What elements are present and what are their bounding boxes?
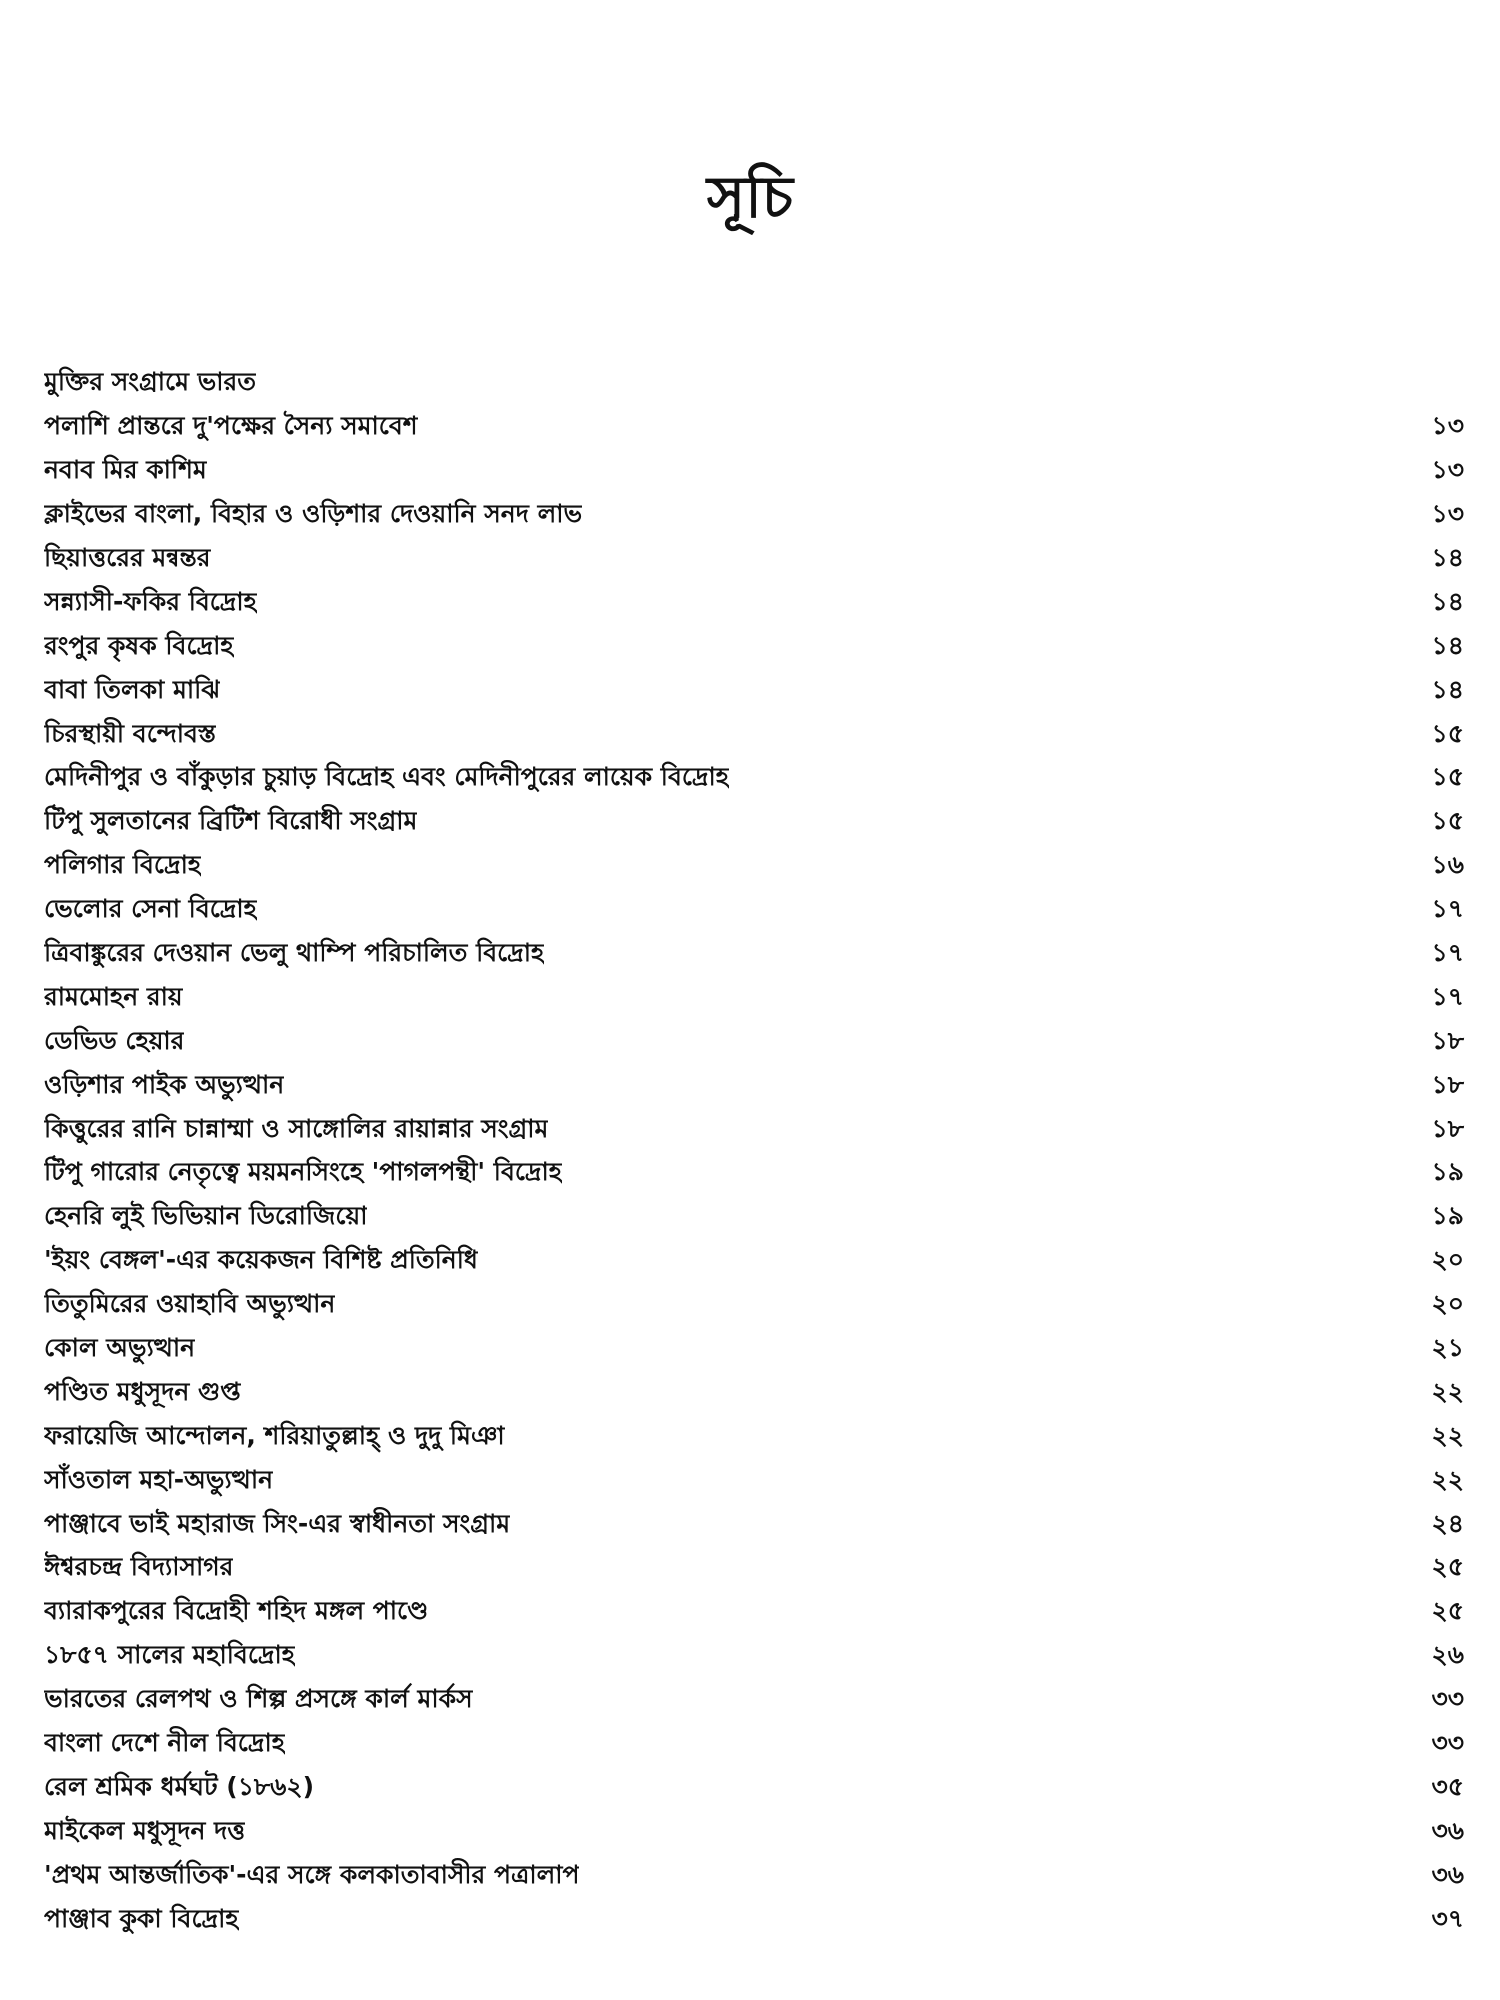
toc-entry-page-number: ১৮ bbox=[1431, 1113, 1464, 1143]
toc-entry bbox=[44, 538, 1464, 582]
toc-entry-title: ছিয়াত্তরের মন্বন্তর bbox=[44, 543, 211, 572]
toc-entry-title: কিত্তুরের রানি চান্নাম্মা ও সাঙ্গোলির রায়ান্নার সংগ্রাম bbox=[44, 1113, 549, 1143]
toc-entry-page-number: ২৪ bbox=[1431, 1508, 1464, 1538]
toc-entry-page-number: ১৫ bbox=[1431, 762, 1464, 792]
toc-entry-page-number: ১৭ bbox=[1431, 894, 1464, 924]
toc-entry-page-number: ২০ bbox=[1431, 1289, 1464, 1319]
toc-entry-title: মুক্তির সংগ্রামে ভারত bbox=[44, 367, 257, 397]
toc-entry-title: ১৮৫৭ সালের মহাবিদ্রোহ bbox=[44, 1640, 295, 1670]
toc-entry-page-number: ১৩ bbox=[1431, 455, 1464, 485]
toc-entry-title: ত্রিবাঙ্কুরের দেওয়ান ভেলু থাম্পি পরিচালিত বিদ্রোহ bbox=[44, 938, 545, 968]
toc-entry-page-number: ১৪ bbox=[1431, 674, 1464, 704]
toc-entry bbox=[44, 1240, 1464, 1284]
toc-entry-title: ক্লাইভের বাংলা, বিহার ও ওড়িশার দেওয়ানি সনদ লাভ bbox=[44, 499, 583, 529]
toc-entry-page-number: ১৮ bbox=[1431, 1025, 1464, 1055]
toc-entry-page-number: ৩৫ bbox=[1431, 1771, 1464, 1801]
table-of-contents bbox=[44, 362, 1464, 1942]
toc-entry-title: সন্ন্যাসী-ফকির বিদ্রোহ bbox=[44, 586, 257, 616]
toc-entry-title: পাঞ্জাবে ভাই মহারাজ সিং-এর স্বাধীনতা সংগ্রাম bbox=[44, 1508, 511, 1538]
toc-entry-title: ভারতের রেলপথ ও শিল্প প্রসঙ্গে কার্ল মার্কস bbox=[44, 1684, 473, 1714]
toc-entry-title: 'প্রথম আন্তর্জাতিক'-এর সঙ্গে কলকাতাবাসীর পত্রালাপ bbox=[44, 1859, 580, 1889]
toc-entry-title: রংপুর কৃষক বিদ্রোহ bbox=[44, 630, 234, 660]
toc-entry-page-number: ৩৩ bbox=[1431, 1728, 1464, 1758]
toc-entry-title: ডেভিড হেয়ার bbox=[44, 1025, 185, 1055]
toc-entry bbox=[44, 933, 1464, 977]
toc-entry bbox=[44, 757, 1464, 801]
toc-entry-title: তিতুমিরের ওয়াহাবি অভ্যুত্থান bbox=[44, 1289, 336, 1319]
toc-entry-title: বাংলা দেশে নীল বিদ্রোহ bbox=[44, 1728, 285, 1758]
toc-entry bbox=[44, 1635, 1464, 1679]
toc-entry-page-number: ২৫ bbox=[1431, 1596, 1464, 1626]
toc-entry bbox=[44, 889, 1464, 933]
toc-entry bbox=[44, 1108, 1464, 1152]
toc-entry-title: মেদিনীপুর ও বাঁকুড়ার চুয়াড় বিদ্রোহ এবং মেদিনীপুরের লায়েক বিদ্রোহ bbox=[44, 762, 729, 792]
toc-entry bbox=[44, 625, 1464, 669]
toc-entry-page-number: ৩৩ bbox=[1431, 1684, 1464, 1714]
toc-entry-page-number: ১৭ bbox=[1431, 938, 1464, 968]
toc-entry bbox=[44, 1415, 1464, 1459]
toc-entry-title: ভেলোর সেনা বিদ্রোহ bbox=[44, 894, 257, 924]
toc-entry-title: পণ্ডিত মধুসূদন গুপ্ত bbox=[44, 1376, 241, 1406]
toc-entry-title: কোল অভ্যুত্থান bbox=[44, 1333, 196, 1363]
toc-entry-title: সাঁওতাল মহা-অভ্যুত্থান bbox=[44, 1464, 273, 1494]
toc-entry-title: বাবা তিলকা মাঝি bbox=[44, 674, 221, 704]
toc-entry bbox=[44, 1898, 1464, 1942]
toc-entry-page-number: ৩৬ bbox=[1431, 1859, 1464, 1889]
toc-entry-page-number: ১৬ bbox=[1431, 850, 1464, 880]
toc-entry-title: চিরস্থায়ী বন্দোবস্ত bbox=[44, 718, 216, 748]
toc-entry bbox=[44, 1064, 1464, 1108]
page-title: সূচি bbox=[706, 163, 794, 231]
toc-entry-page-number: ১৯ bbox=[1431, 1201, 1464, 1231]
toc-entry-page-number: ১৯ bbox=[1431, 1157, 1464, 1187]
toc-entry bbox=[44, 1503, 1464, 1547]
toc-entry bbox=[44, 450, 1464, 494]
toc-entry bbox=[44, 1459, 1464, 1503]
toc-entry bbox=[44, 801, 1464, 845]
toc-entry bbox=[44, 406, 1464, 450]
toc-entry-page-number: ১৩ bbox=[1431, 499, 1464, 529]
toc-entry bbox=[44, 669, 1464, 713]
toc-entry bbox=[44, 1196, 1464, 1240]
toc-entry-title: হেনরি লুই ভিভিয়ান ডিরোজিয়ো bbox=[44, 1201, 368, 1231]
toc-entry-page-number: ১৪ bbox=[1431, 630, 1464, 660]
toc-entry bbox=[44, 976, 1464, 1020]
toc-entry bbox=[44, 1152, 1464, 1196]
toc-entry-title: পলিগার বিদ্রোহ bbox=[44, 850, 201, 880]
toc-entry-page-number: ২২ bbox=[1431, 1420, 1464, 1450]
toc-entry bbox=[44, 1371, 1464, 1415]
toc-entry-title: পলাশি প্রান্তরে দু'পক্ষের সৈন্য সমাবেশ bbox=[44, 411, 418, 441]
toc-entry bbox=[44, 1020, 1464, 1064]
toc-entry-title: ফরায়েজি আন্দোলন, শরিয়াতুল্লাহ্ ও দুদু মিঞা bbox=[44, 1420, 505, 1450]
toc-entry bbox=[44, 1854, 1464, 1898]
toc-entry bbox=[44, 845, 1464, 889]
toc-entry-title: টিপু সুলতানের ব্রিটিশ বিরোধী সংগ্রাম bbox=[44, 806, 418, 836]
toc-entry bbox=[44, 1723, 1464, 1767]
toc-entry-title: পাঞ্জাব কুকা বিদ্রোহ bbox=[44, 1903, 239, 1933]
toc-entry-page-number: ২৫ bbox=[1431, 1552, 1464, 1582]
toc-entry bbox=[44, 1328, 1464, 1372]
toc-entry-page-number: ২০ bbox=[1431, 1245, 1464, 1275]
toc-entry bbox=[44, 362, 1464, 406]
toc-entry bbox=[44, 581, 1464, 625]
toc-entry-title: রেল শ্রমিক ধর্মঘট (১৮৬২) bbox=[44, 1771, 315, 1801]
toc-entry-title: টিপু গারোর নেতৃত্বে ময়মনসিংহে 'পাগলপন্থী' বিদ্রোহ bbox=[44, 1157, 562, 1187]
toc-entry-page-number: ২১ bbox=[1431, 1333, 1464, 1363]
toc-entry bbox=[44, 494, 1464, 538]
toc-entry-title: ঈশ্বরচন্দ্র বিদ্যাসাগর bbox=[44, 1552, 234, 1582]
toc-entry-page-number: ২৬ bbox=[1431, 1640, 1464, 1670]
toc-entry-page-number: ৩৬ bbox=[1431, 1815, 1464, 1845]
toc-entry-title: 'ইয়ং বেঙ্গল'-এর কয়েকজন বিশিষ্ট প্রতিনিধি bbox=[44, 1245, 478, 1275]
toc-entry bbox=[44, 1679, 1464, 1723]
toc-entry-page-number: ১৪ bbox=[1431, 543, 1464, 572]
toc-entry bbox=[44, 1591, 1464, 1635]
toc-entry bbox=[44, 1284, 1464, 1328]
toc-entry-title: ব্যারাকপুরের বিদ্রোহী শহিদ মঙ্গল পাণ্ডে bbox=[44, 1596, 429, 1626]
toc-entry-page-number: ২২ bbox=[1431, 1376, 1464, 1406]
toc-entry-page-number: ১৩ bbox=[1431, 411, 1464, 441]
toc-entry bbox=[44, 1810, 1464, 1854]
toc-entry-title: নবাব মির কাশিম bbox=[44, 455, 207, 485]
toc-entry-page-number: ২২ bbox=[1431, 1464, 1464, 1494]
toc-entry bbox=[44, 713, 1464, 757]
toc-entry bbox=[44, 1767, 1464, 1811]
toc-entry-page-number: ১৫ bbox=[1431, 806, 1464, 836]
toc-entry-page-number: ১৪ bbox=[1431, 586, 1464, 616]
toc-entry-page-number: ১৫ bbox=[1431, 718, 1464, 748]
toc-entry-page-number: ১৭ bbox=[1431, 981, 1464, 1011]
toc-entry-title: ওড়িশার পাইক অভ্যুত্থান bbox=[44, 1069, 285, 1099]
toc-entry bbox=[44, 1547, 1464, 1591]
toc-entry-page-number: ১৮ bbox=[1431, 1069, 1464, 1099]
toc-entry-title: মাইকেল মধুসূদন দত্ত bbox=[44, 1815, 246, 1845]
toc-entry-page-number: ৩৭ bbox=[1431, 1903, 1464, 1933]
toc-entry-title: রামমোহন রায় bbox=[44, 981, 183, 1011]
